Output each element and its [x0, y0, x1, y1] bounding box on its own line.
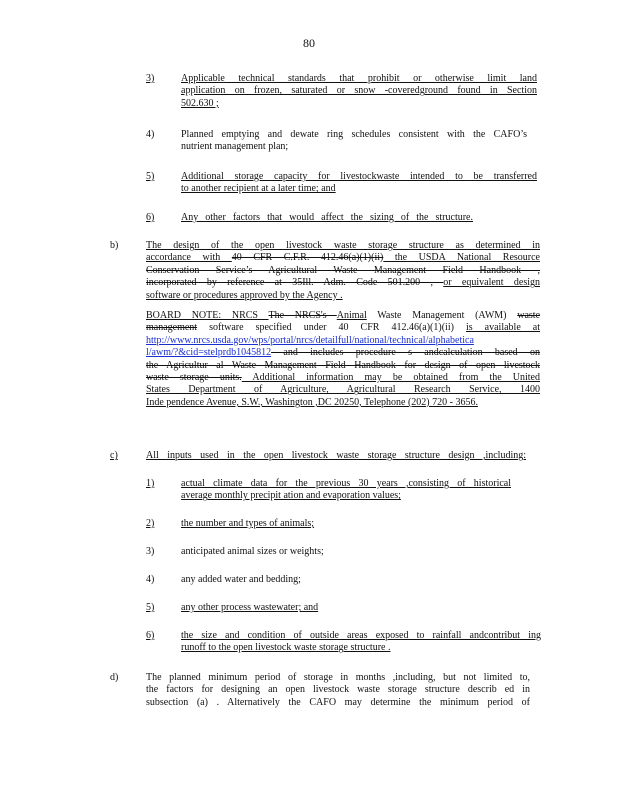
section-b-cfr-ref: 40 CFR C.F.R. 412.46(a)(1)(ii)	[231, 252, 384, 264]
section-d-line-1: The planned minimum period of storage in months ,including, but not limited to,	[146, 672, 530, 683]
item-a6-line-1: Any other factors that would affect the sizing of the structure.	[181, 212, 473, 223]
board-note-1e: waste	[517, 310, 541, 322]
board-note-2a: management	[146, 322, 198, 334]
nrcs-link[interactable]: http://www.nrcs.usda.gov/	[146, 334, 252, 346]
board-note-2b: software specified under 40 CFR 412.46(a)(1)(ii)	[197, 322, 466, 334]
section-d-line-2: the factors for designing an open livestock waste storage structure describ ed in	[146, 684, 530, 696]
item-a3-line-3: 502.630 ;	[181, 97, 219, 109]
board-note-line-1	[146, 310, 540, 322]
item-c6-line-1: the size and condition of outside areas exposed to rainfall andcontribut ing	[181, 630, 541, 641]
item-c4-line-1: any added water and bedding;	[181, 574, 301, 585]
item-c3-label: 3)	[146, 546, 155, 557]
item-c5-line-1: any other process wastewater; and	[181, 602, 319, 613]
section-d-label: d)	[110, 672, 119, 683]
item-c4-text	[181, 574, 381, 586]
section-c-text	[146, 450, 526, 462]
section-c-label: c)	[110, 450, 118, 461]
board-note-line-7: States Department of Agriculture, Agricultural Research Service, 1400	[146, 384, 540, 396]
item-a5-line-2: to another recipient at a later time; and	[181, 183, 336, 195]
section-b-line-2c: the USDA National Resource	[383, 252, 540, 264]
item-a4-line-1: Planned emptying and dewate ring schedules consistent with the CAFO’s	[181, 129, 527, 140]
section-b-line-5: software or procedures approved by the Agency .	[146, 289, 343, 301]
item-c1-text	[181, 478, 511, 503]
item-a5-line-1: Additional storage capacity for livestockwaste intended to be transferred	[181, 171, 537, 182]
item-a4-label: 4)	[146, 129, 155, 140]
awm-link-part-2[interactable]: l/awm/?&cid=stelprdb1045812	[146, 347, 272, 359]
item-c2-label: 2)	[146, 518, 155, 529]
item-a5-label: 5)	[146, 171, 155, 182]
section-b-label: b)	[110, 240, 119, 251]
page-number: 80	[303, 36, 315, 50]
item-c2-line-1: the number and types of animals;	[181, 518, 315, 529]
item-a6-label: 6)	[146, 212, 155, 223]
item-a5-text	[181, 171, 537, 196]
board-note-line-8: Inde pendence Avenue, S.W., Washington ,DC 20250, Telephone (202) 720 - 3656.	[146, 396, 478, 408]
board-note-1c: Animal	[336, 310, 367, 322]
item-c6-text	[181, 630, 541, 655]
item-c5-label: 5)	[146, 602, 155, 613]
item-c6-line-2: runoff to the open livestock waste storage structure .	[181, 642, 391, 654]
board-note-line-3	[146, 335, 540, 347]
board-note-2c: is available at	[465, 322, 540, 334]
item-a3-line-1: Applicable technical standards that prohibit or otherwise limit land	[181, 73, 537, 84]
item-a6-text	[181, 212, 473, 224]
section-b-line-1: The design of the open livestock waste storage structure as determined in	[146, 240, 540, 251]
item-a4-text	[181, 129, 527, 154]
item-c6-label: 6)	[146, 630, 155, 641]
item-c3-line-1: anticipated animal sizes or weights;	[181, 546, 324, 557]
section-c-line-1: All inputs used in the open livestock waste storage structure design ,including:	[146, 450, 526, 461]
board-note-line-2	[146, 322, 540, 334]
section-b-line-2	[146, 252, 540, 264]
awm-link-part-1[interactable]: wps/portal/nrcs/detailfull/national/technical/alphabetica	[251, 334, 474, 346]
item-c1-line-1: actual climate data for the previous 30 years ,consisting of historical	[181, 478, 511, 489]
section-b-line-4b: or equivalent design	[443, 277, 540, 289]
board-note-line-5: the Agricultur al Waste Management Field Handbook for design of open livestock	[146, 359, 540, 371]
section-d-line-3: subsection (a) . Alternatively the CAFO may determine the minimum period of	[146, 696, 530, 708]
board-note-6b: Additional information may be obtained from the United	[241, 372, 540, 384]
item-c1-label: 1)	[146, 478, 155, 489]
board-note-1d: Waste Management (AWM)	[366, 310, 518, 322]
section-b-line-4a: incorporated by reference at 35Ill. Adm. Code 501.200 ,	[146, 277, 444, 289]
board-note-line-6	[146, 372, 540, 384]
board-note-line-4	[146, 347, 540, 359]
section-b-text	[146, 240, 540, 409]
item-a3-text	[181, 73, 537, 110]
item-c1-line-2: average monthly precipit ation and evaporation values;	[181, 490, 401, 502]
item-c5-text	[181, 602, 381, 614]
board-note-6a: waste storage units.	[146, 372, 242, 384]
section-b-line-4	[146, 277, 540, 289]
section-d-text	[146, 672, 530, 709]
item-a4-line-2: nutrient management plan;	[181, 141, 289, 153]
item-a3-line-2: application on frozen, saturated or snow -coveredground found in Section	[181, 85, 537, 97]
item-c4-label: 4)	[146, 574, 155, 585]
board-note-4b: and includes procedure s andcalculation based on	[271, 347, 540, 359]
section-b-line-2a: accordance with	[146, 252, 232, 264]
board-note-1b: The NRCS's	[268, 310, 337, 322]
item-c2-text	[181, 518, 381, 530]
board-note-1a: BOARD NOTE: NRCS	[146, 310, 269, 322]
section-b-line-3: Conservation Service’s Agricultural Waste Management Field Handbook ,	[146, 264, 540, 276]
item-c3-text	[181, 546, 401, 558]
item-a3-label: 3)	[146, 73, 155, 84]
